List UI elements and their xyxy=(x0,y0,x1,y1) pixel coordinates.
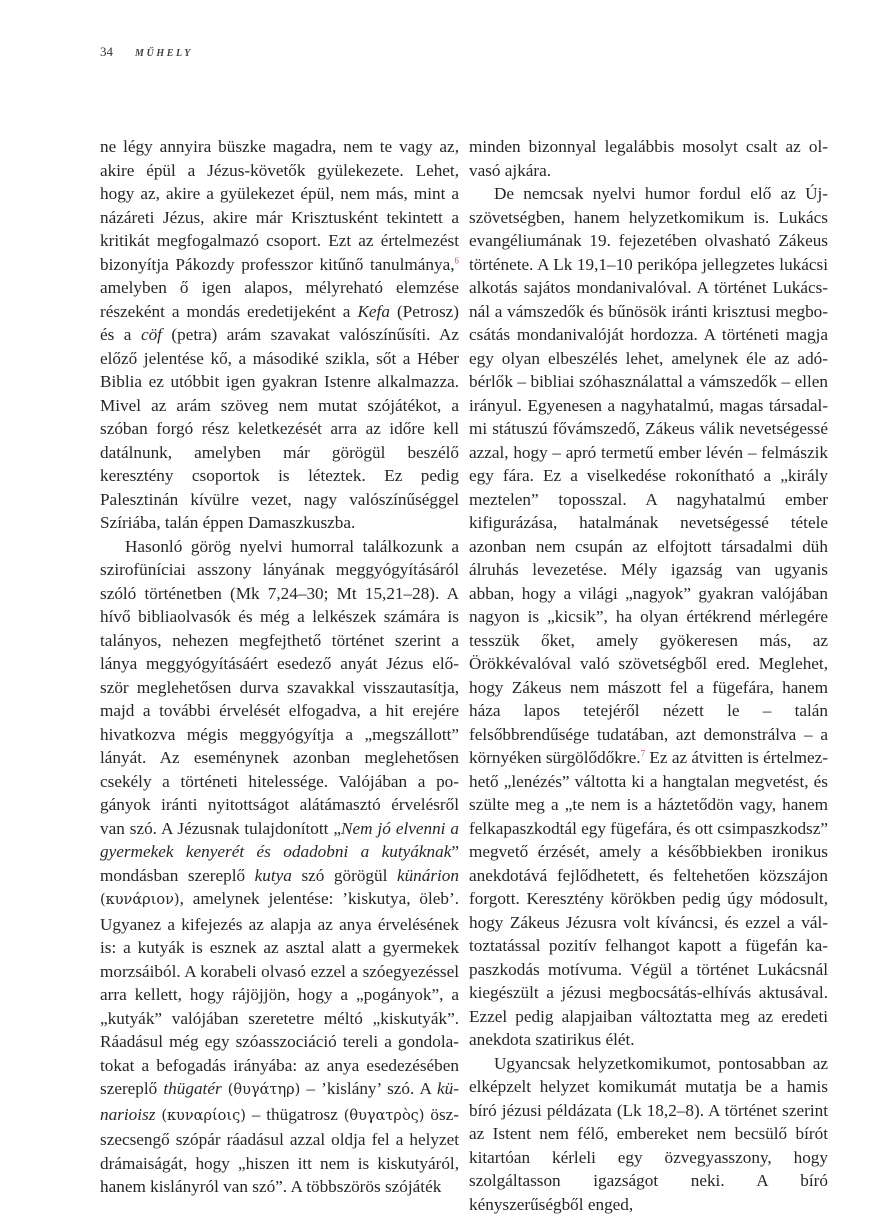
page-number: 34 xyxy=(100,44,113,60)
section-title: MŰHELY xyxy=(135,48,193,59)
italic-term: Nem jó elvenni a gyermekek kenyerét és odadobni a kutyáknak xyxy=(100,819,459,862)
left-column xyxy=(100,135,459,1199)
text-run: ne légy annyira büszke magadra, nem te vagy az, akire épül a Jézus-követők gyülekezete. Lehet, hogy az, akire a gyülekezet épül, nem más, mint a názáreti Jézus, akire már Krisztusként tekintett a kritikát megfogalmazó csoport. Ezt az értelmezést bizonyítja Pákozdy professzor kitűnő tanulmánya, xyxy=(100,137,459,274)
greek-term: (θυγάτηρ) xyxy=(228,1082,301,1098)
text-run: , amelynek jelentése: ’kiskutya, öleb’. Ugyanez a kifejezés az alapja az anya érvelésének is: a kutyák is esznek az asztal alatt a gyermekek morzsáiból. A korabeli olvasó ezzel a szóegyezéssel arra kellett, hogy rájöjjön, hogy a „pogányok”, a „kutyák” valójában szeretetre méltó „kiskutyák”. Ráadásul még egy szóasszociáció tereli a gondolatokat a befogadás irányába: az anya esedezésében szereplő xyxy=(100,889,459,1098)
running-header xyxy=(100,44,193,60)
paragraph xyxy=(469,1052,828,1216)
footnote-marker[interactable]: 6 xyxy=(455,255,460,265)
text-run: Ugyancsak helyzetkomikumot, pontosabban az elképzelt helyzet komikumát mutatja be a hamis bíró jézusi példázata (Lk 18,2–8). A történet szerint az Istent nem félő, embereket nem becsülő bírót kitartóan kérleli egy özvegyasszony, hogy szolgáltasson igazságot neki. A bíró kényszerűségből enged, xyxy=(469,1054,828,1214)
italic-term: cöf xyxy=(141,325,162,344)
text-run: Hasonló görög nyelvi humorral találkozunk a szirofüníciai asszony lányának meggyógyításáról szóló történetben (Mk 7,24–30; Mt 15,21–28). A hívő bibliaolvasók és még a lelkészek számára is talányos, nehezen megfejthető történet szerint a lánya meggyógyításáért esedező anyát Jézus először meglehetősen durva szavakkal visszautasítja, majd a további érvelését elfogadva, a hit erejére hivatkozva mégis meggyógyítja a „megszállott” lányát. Az eseménynek azonban meglehetősen csekély a történeti hitelessége. Valójában a pogányok iránti nyitottságot alátámasztó érvelésről van szó. A Jézusnak tulajdonított „ xyxy=(100,537,459,838)
text-run: – thügatrosz xyxy=(246,1105,344,1124)
paragraph xyxy=(100,535,459,1199)
italic-term: kutya xyxy=(255,866,292,885)
italic-term: thügatér xyxy=(163,1079,221,1098)
paragraph xyxy=(469,182,828,1052)
greek-term: (κυνάριον) xyxy=(100,892,180,908)
paragraph xyxy=(469,135,828,182)
text-run: minden bizonnyal legalábbis mosolyt csalt az olvasó ajkára. xyxy=(469,137,828,180)
text-run: ” mondásban szereplő xyxy=(100,842,459,885)
text-run: szó görögül xyxy=(292,866,397,885)
right-column xyxy=(469,135,828,1216)
greek-term: (θυγατρὸς) xyxy=(344,1108,425,1124)
footnote-marker[interactable]: 7 xyxy=(641,748,646,758)
text-run: amelyben ő igen alapos, mélyreható elemzése részeként a mondás eredetijeként a xyxy=(100,278,459,321)
text-run: öszszecsengő szópár ráadásul azzal oldja fel a helyzet drámaiságát, hogy „hiszen itt nem is kiskutyáról, hanem kislányról van szó”. A többszörös szójáték xyxy=(100,1105,459,1197)
italic-term: Kefa xyxy=(357,302,389,321)
text-run: (petra) arám szavakat valószínűsíti. Az előző jelentése kő, a másodiké szikla, sőt a Héber Biblia ez utóbbit igen gyakran Istenre alkalmazza. Mivel az arám szöveg nem mutat szójátékot, a szóban forgó rész keletkezését arra az időre kell datálnunk, amelyben már görögül beszélő keresztény csoportok is léteztek. Ez pedig Palesztinán kívülre vezet, nagy valószínűséggel Szíriába, talán éppen Damaszkuszba. xyxy=(100,325,459,532)
text-run: (Petrosz) és a xyxy=(100,302,459,345)
greek-term: (κυναρίοις) xyxy=(161,1108,246,1124)
paragraph xyxy=(100,135,459,535)
italic-term: künarioisz xyxy=(100,1079,459,1124)
text-run: De nemcsak nyelvi humor fordul elő az Újszövetségben, hanem helyzetkomikum is. Lukács evangéliumának 19. fejezetében olvasható Zákeus története. A Lk 19,1–10 perikópa jellegzetes lukácsi alkotás sajátos mondanivalóval. A történet Lukácsnál a vámszedők és bűnösök iránti krisztusi megbocsátás mondanivalóját hordozza. A történeti magja egy olyan elbeszélés lehet, amelynek éle az adóbérlők – bibliai szóhasználattal a vámszedők – ellen irányul. Egyenesen a nagyhatalmú, magas társadalmi státuszú fővámszedő, Zákeus válik nevetségessé azzal, hogy – apró termetű ember lévén – felmászik egy fára. Ez a viselkedése rokonítható a „király meztelen” toposszal. A nagyhatalmú ember kifigurázása, hatalmának nevetségessé tétele azonban nem csupán az elfojtott társadalmi düh álruhás levezetése. Mély igazság van ugyanis abban, hogy a világi „nagyok” gyakran valójában nagyon is „kicsik”, ha olyan értékrend mérlegére tesszük őket, amely gyökeresen más, az Örökkévalóval való szövetségből ered. Meglehet, hogy Zákeus nem mászott fel a fügefára, hanem háza lapos tetejéről nézett le – talán felsőbbrendűsége tudatában, azt demonstrálva – a környéken sürgölődőkre. xyxy=(469,184,828,767)
text-run: Ez az átvitten is értelmezhető „lenézés” váltotta ki a hangtalan megvetést, és szülte meg a „te nem is a háztetődön vagy, hanem felkapaszkodtál egy fügefára, és ott csimpaszkodsz” megvető érzését, amely a későbbiekben ironikus anekdotává fejlődhetett, és feltehetően közszájon forgott. Keresztény körökben pedig úgy módosult, hogy Zákeus Jézusra volt kíváncsi, és ezzel a változtatással pozitív felhangot kapott a fügefán kapaszkodás motívuma. Végül a történet Lukácsnál kiegészült a jézusi megbocsátás-elhívás aktusával. Ezzel pedig alapjaiban változtatta meg az eredeti anekdota szatirikus élét. xyxy=(469,748,828,1049)
text-run: – ’kislány’ szó. A xyxy=(300,1079,437,1098)
italic-term: künárion xyxy=(397,866,459,885)
